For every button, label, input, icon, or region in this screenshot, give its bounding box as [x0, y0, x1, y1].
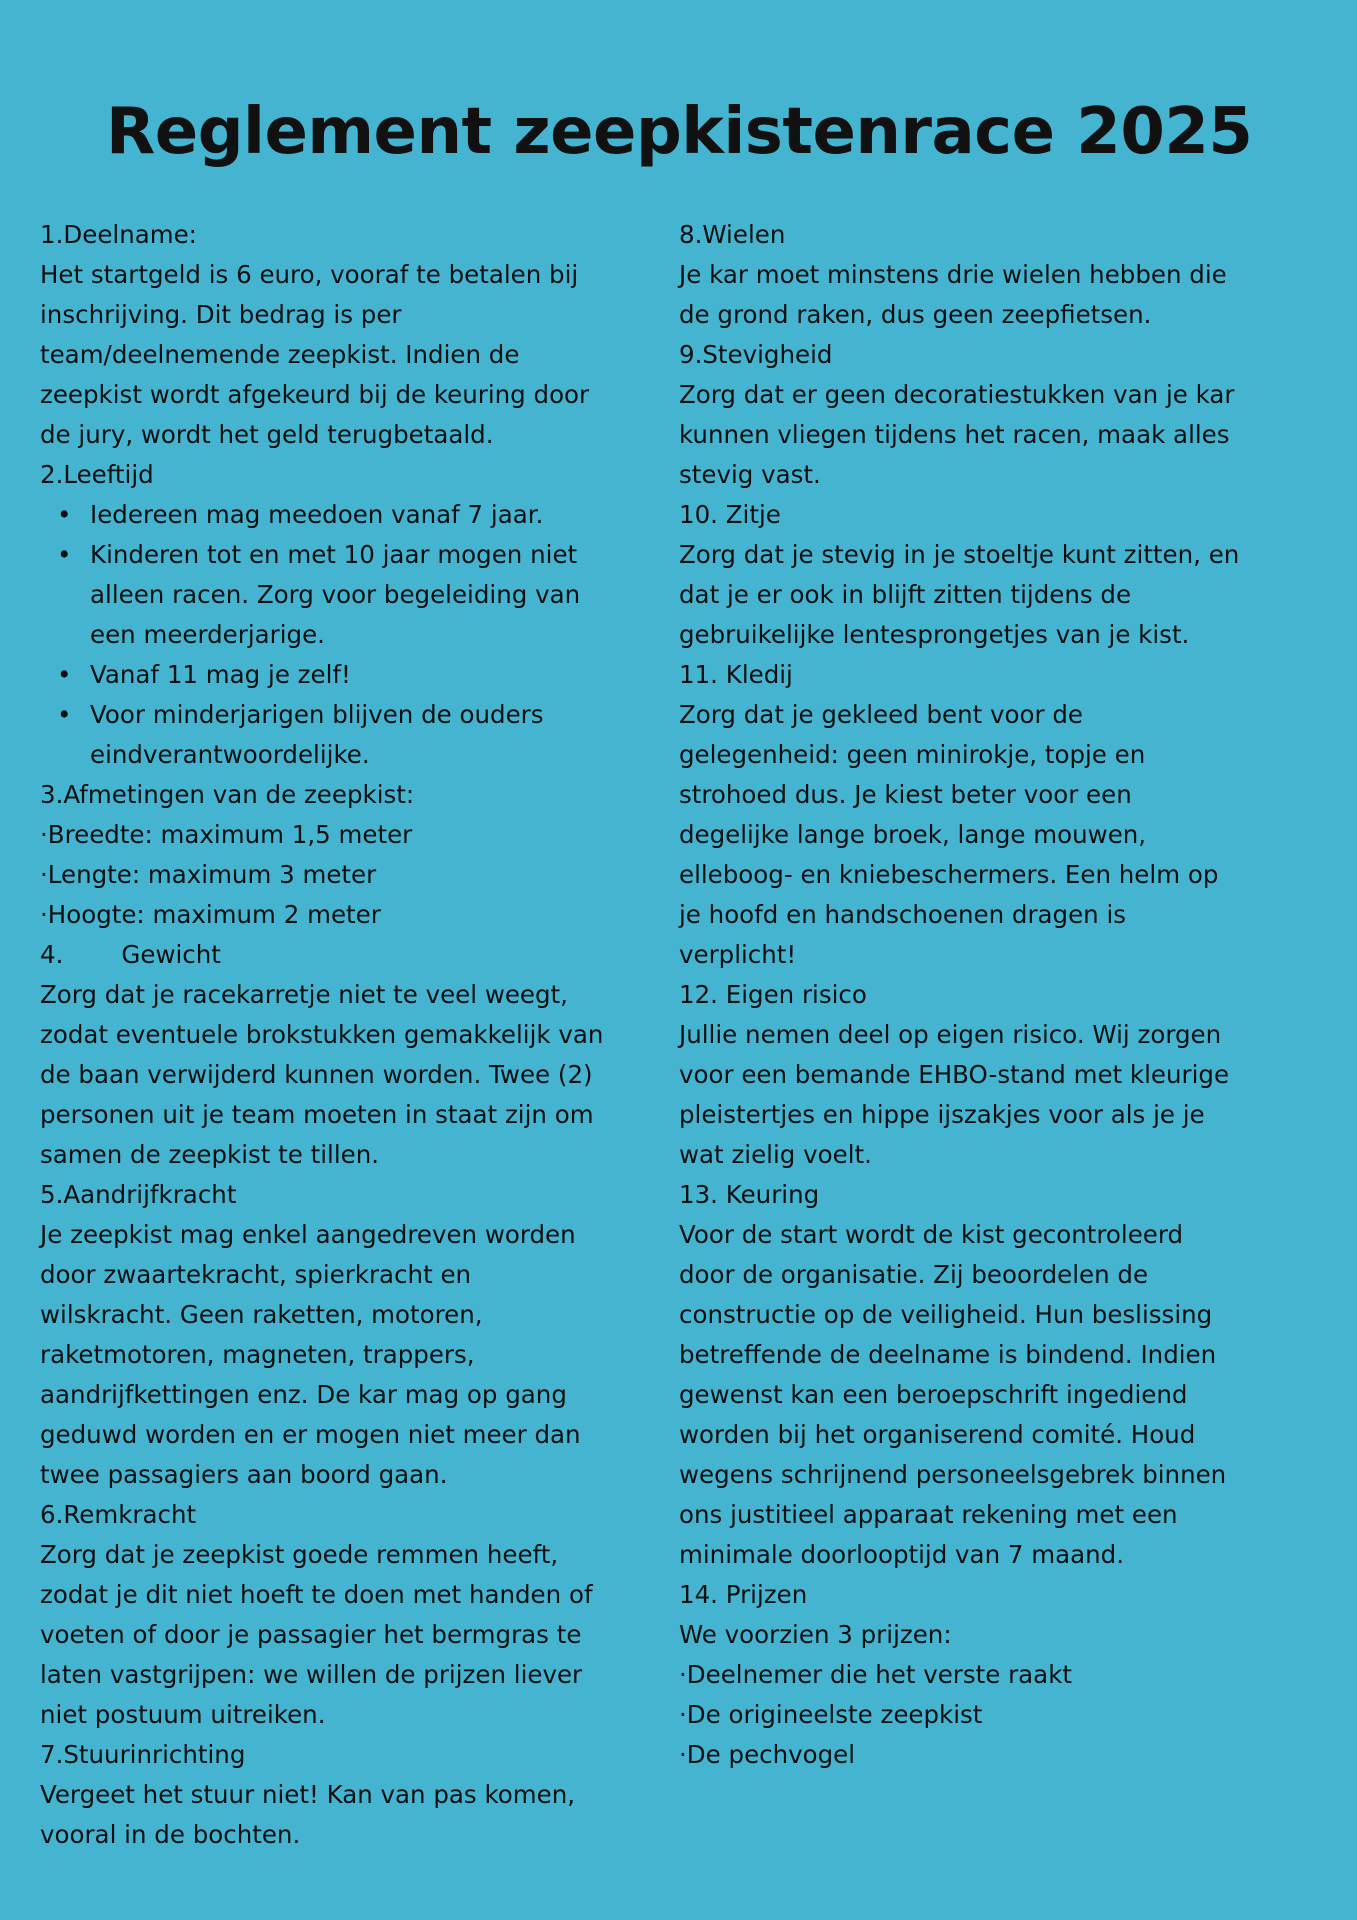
- section-text-line: laten vastgrijpen: we willen de prijzen liever: [40, 1660, 583, 1689]
- page-title: Reglement zeepkistenrace 2025: [106, 95, 1253, 169]
- section-deelname: [40, 215, 680, 455]
- section-text-line: geduwd worden en er mogen niet meer dan: [40, 1420, 581, 1449]
- section-text-line: voor een bemande EHBO-stand met kleurige: [679, 1060, 1230, 1089]
- section-text-line: Voor de start wordt de kist gecontroleerd: [679, 1220, 1184, 1249]
- section-text-line: Zorg dat je stevig in je stoeltje kunt zitten, en: [679, 540, 1240, 569]
- list-item: [40, 695, 680, 775]
- section-text-line: We voorzien 3 prijzen:: [679, 1620, 952, 1649]
- section-heading: 5.Aandrijfkracht: [40, 1180, 237, 1209]
- section-text-line: door zwaartekracht, spierkracht en: [40, 1260, 472, 1289]
- section-text-line: gebruikelijke lentesprongetjes van je kist.: [679, 620, 1190, 649]
- section-heading: 6.Remkracht: [40, 1500, 197, 1529]
- section-heading: 8.Wielen: [679, 220, 786, 249]
- section-text-line: ·Hoogte: maximum 2 meter: [40, 900, 381, 929]
- section-text-line: kunnen vliegen tijdens het racen, maak alles: [679, 420, 1230, 449]
- section-text-line: ·De origineelste zeepkist: [679, 1700, 983, 1729]
- section-text-line: vooral in de bochten.: [40, 1820, 301, 1849]
- list-item-line: • Kinderen tot en met 10 jaar mogen niet: [90, 540, 578, 569]
- section-gewicht: [40, 935, 680, 1175]
- section-keuring: [679, 1175, 1339, 1575]
- section-title: Gewicht: [121, 940, 221, 969]
- section-heading: 7.Stuurinrichting: [40, 1740, 246, 1769]
- section-text-line: ·Lengte: maximum 3 meter: [40, 860, 377, 889]
- section-prijzen: [679, 1575, 1339, 1775]
- section-text-line: zodat eventuele brokstukken gemakkelijk van: [40, 1020, 604, 1049]
- section-wielen: [679, 215, 1339, 335]
- section-eigen-risico: [679, 975, 1339, 1175]
- section-text-line: inschrijving. Dit bedrag is per: [40, 300, 402, 329]
- section-text-line: personen uit je team moeten in staat zijn om: [40, 1100, 594, 1129]
- section-text-line: verplicht!: [679, 940, 797, 969]
- list-item-line: alleen racen. Zorg voor begeleiding van: [90, 580, 581, 609]
- section-text-line: Jullie nemen deel op eigen risico. Wij zorgen: [679, 1020, 1222, 1049]
- section-text-line: de jury, wordt het geld terugbetaald.: [40, 420, 494, 449]
- section-text-line: wegens schrijnend personeelsgebrek binnen: [679, 1460, 1227, 1489]
- right-column: [679, 215, 1339, 1775]
- section-text-line: stevig vast.: [679, 460, 821, 489]
- list-item: [40, 655, 680, 695]
- section-text-line: minimale doorlooptijd van 7 maand.: [679, 1540, 1125, 1569]
- section-text-line: Zorg dat je zeepkist goede remmen heeft,: [40, 1540, 559, 1569]
- section-text-line: je hoofd en handschoenen dragen is: [679, 900, 1127, 929]
- section-afmetingen: [40, 775, 680, 935]
- section-text-line: zeepkist wordt afgekeurd bij de keuring door: [40, 380, 590, 409]
- list-item-line: eindverantwoordelijke.: [90, 740, 370, 769]
- list-item: [40, 535, 680, 655]
- section-text-line: gewenst kan een beroepschrift ingediend: [679, 1380, 1188, 1409]
- list-item-line: • Vanaf 11 mag je zelf!: [90, 660, 351, 689]
- section-heading: 12. Eigen risico: [679, 980, 867, 1009]
- section-text-line: Vergeet het stuur niet! Kan van pas komen,: [40, 1780, 576, 1809]
- section-aandrijfkracht: [40, 1175, 680, 1495]
- section-text-line: worden bij het organiserend comité. Houd: [679, 1420, 1196, 1449]
- section-text-line: de grond raken, dus geen zeepfietsen.: [679, 300, 1152, 329]
- section-text-line: Zorg dat je gekleed bent voor de: [679, 700, 1083, 729]
- section-number: 4.: [40, 940, 64, 969]
- section-text-line: samen de zeepkist te tillen.: [40, 1140, 380, 1169]
- section-heading: 3.Afmetingen van de zeepkist:: [40, 780, 415, 809]
- section-text-line: ·De pechvogel: [679, 1740, 856, 1769]
- section-text-line: aandrijfkettingen enz. De kar mag op gang: [40, 1380, 567, 1409]
- section-heading: 2.Leeftijd: [40, 460, 154, 489]
- section-stevigheid: [679, 335, 1339, 495]
- section-text-line: Je kar moet minstens drie wielen hebben die: [679, 260, 1227, 289]
- section-text-line: gelegenheid: geen minirokje, topje en: [679, 740, 1146, 769]
- section-text-line: ·Breedte: maximum 1,5 meter: [40, 820, 413, 849]
- section-text-line: strohoed dus. Je kiest beter voor een: [679, 780, 1132, 809]
- section-heading: [40, 935, 680, 975]
- section-text-line: ons justitieel apparaat rekening met een: [679, 1500, 1178, 1529]
- left-column: [40, 215, 680, 1855]
- section-text-line: Zorg dat je racekarretje niet te veel weegt,: [40, 980, 568, 1009]
- section-text-line: voeten of door je passagier het bermgras te: [40, 1620, 582, 1649]
- section-text-line: Je zeepkist mag enkel aangedreven worden: [40, 1220, 576, 1249]
- section-kledij: [679, 655, 1339, 975]
- section-stuurinrichting: [40, 1735, 680, 1855]
- section-heading: 9.Stevigheid: [679, 340, 833, 369]
- section-text-line: zodat je dit niet hoeft te doen met handen of: [40, 1580, 593, 1609]
- section-text-line: wat zielig voelt.: [679, 1140, 872, 1169]
- section-text-line: elleboog- en kniebeschermers. Een helm op: [679, 860, 1219, 889]
- section-heading: 1.Deelname:: [40, 220, 197, 249]
- age-rules-list: [40, 495, 680, 775]
- list-item-line: een meerderjarige.: [90, 620, 325, 649]
- section-text-line: twee passagiers aan boord gaan.: [40, 1460, 448, 1489]
- section-text-line: de baan verwijderd kunnen worden. Twee (2): [40, 1060, 593, 1089]
- section-leeftijd: [40, 455, 680, 775]
- section-text-line: pleistertjes en hippe ijszakjes voor als je je: [679, 1100, 1205, 1129]
- section-text-line: Zorg dat er geen decoratiestukken van je kar: [679, 380, 1235, 409]
- section-text-line: door de organisatie. Zij beoordelen de: [679, 1260, 1149, 1289]
- section-heading: 14. Prijzen: [679, 1580, 808, 1609]
- list-item-line: • Iedereen mag meedoen vanaf 7 jaar.: [90, 500, 544, 529]
- list-item-line: • Voor minderjarigen blijven de ouders: [90, 700, 544, 729]
- section-heading: 11. Kledij: [679, 660, 793, 689]
- section-text-line: degelijke lange broek, lange mouwen,: [679, 820, 1147, 849]
- section-text-line: constructie op de veiligheid. Hun beslissing: [679, 1300, 1213, 1329]
- section-text-line: team/deelnemende zeepkist. Indien de: [40, 340, 520, 369]
- section-text-line: ·Deelnemer die het verste raakt: [679, 1660, 1072, 1689]
- section-heading: 13. Keuring: [679, 1180, 820, 1209]
- section-text-line: dat je er ook in blijft zitten tijdens de: [679, 580, 1132, 609]
- section-text-line: wilskracht. Geen raketten, motoren,: [40, 1300, 483, 1329]
- section-heading: 10. Zitje: [679, 500, 781, 529]
- section-text-line: betreffende de deelname is bindend. Indien: [679, 1340, 1217, 1369]
- section-zitje: [679, 495, 1339, 655]
- section-text-line: raketmotoren, magneten, trappers,: [40, 1340, 475, 1369]
- list-item: [40, 495, 680, 535]
- section-text-line: niet postuum uitreiken.: [40, 1700, 326, 1729]
- section-remkracht: [40, 1495, 680, 1735]
- section-text-line: Het startgeld is 6 euro, vooraf te betalen bij: [40, 260, 579, 289]
